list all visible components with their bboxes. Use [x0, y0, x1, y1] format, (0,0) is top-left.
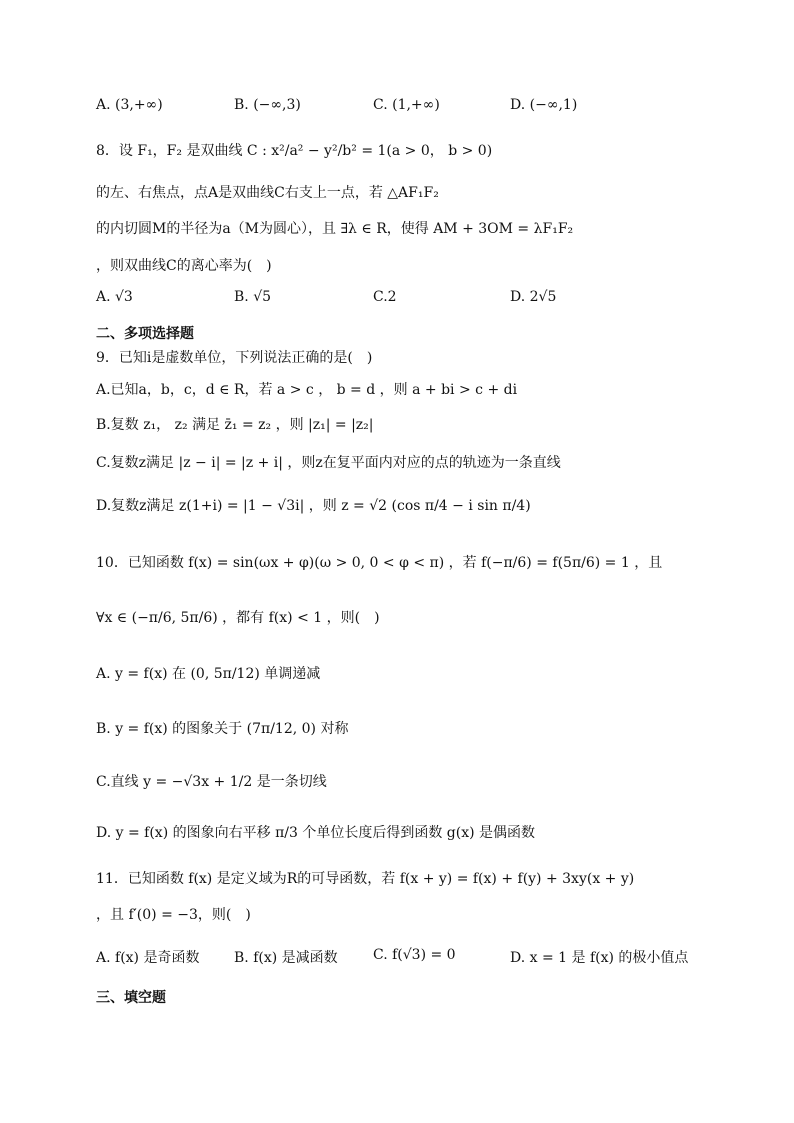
q8-option-c: C.2 — [373, 289, 397, 305]
q9-option-d: D.复数z满足 z(1+i) = |1 − √3i| ，则 z = √2 (cos π/4 − i sin π/4) — [96, 498, 531, 514]
q9-stem: 9．已知i是虚数单位，下列说法正确的是( ) — [96, 350, 373, 366]
section-title-multiple-choice: 二、多项选择题 — [96, 326, 194, 342]
q10-option-c: C.直线 y = −√3x + 1/2 是一条切线 — [96, 774, 327, 790]
q7-option-c: C. (1,+∞) — [373, 97, 440, 113]
q8-option-a: A. √3 — [96, 289, 133, 305]
q11-stem-line2: ，且 f′(0) = −3，则( ) — [96, 907, 251, 923]
q11-option-a: A. f(x) 是奇函数 — [96, 950, 200, 966]
q10-option-d: D. y = f(x) 的图象向右平移 π/3 个单位长度后得到函数 g(x) 是偶函数 — [96, 825, 536, 841]
section-title-fill-in: 三、填空题 — [96, 990, 166, 1006]
q8-option-b: B. √5 — [234, 289, 272, 305]
q11-option-b: B. f(x) 是减函数 — [234, 950, 338, 966]
q11-stem-line1: 11．已知函数 f(x) 是定义域为R的可导函数，若 f(x + y) = f(x) + f(y) + 3xy(x + y) — [96, 871, 635, 887]
q8-stem-line1: 8．设 F₁，F₂ 是双曲线 C : x²/a² − y²/b² = 1(a > 0， b > 0) — [96, 143, 493, 159]
q7-option-a: A. (3,+∞) — [96, 97, 163, 113]
q7-option-d: D. (−∞,1) — [510, 97, 578, 113]
q8-stem-line4: ，则双曲线C的离心率为( ) — [96, 258, 272, 274]
q9-option-a: A.已知a，b，c，d ∈ R，若 a > c ， b = d ，则 a + bi > c + di — [96, 382, 518, 398]
q9-option-c: C.复数z满足 |z − i| = |z + i| ，则z在复平面内对应的点的轨迹为一条直线 — [96, 455, 561, 471]
q10-option-a: A. y = f(x) 在 (0, 5π/12) 单调递减 — [96, 666, 321, 682]
q10-stem-line1: 10．已知函数 f(x) = sin(ωx + φ)(ω > 0, 0 < φ < π) ，若 f(−π/6) = f(5π/6) = 1 ，且 — [96, 555, 663, 571]
q7-option-b: B. (−∞,3) — [234, 97, 301, 113]
q10-stem-line2: ∀x ∈ (−π/6, 5π/6) ，都有 f(x) < 1 ，则( ) — [96, 610, 380, 626]
q8-stem-line3: 的内切圆M的半径为a（M为圆心），且 ∃λ ∈ R，使得 AM + 3OM = λF₁F₂ — [96, 221, 574, 237]
q8-stem-line2: 的左、右焦点，点A是双曲线C右支上一点，若 △AF₁F₂ — [96, 185, 439, 201]
q10-option-b: B. y = f(x) 的图象关于 (7π/12, 0) 对称 — [96, 721, 349, 737]
q8-option-d: D. 2√5 — [510, 289, 557, 305]
q11-option-d: D. x = 1 是 f(x) 的极小值点 — [510, 950, 689, 966]
q9-option-b: B.复数 z₁， z₂ 满足 z̄₁ = z₂ ，则 |z₁| = |z₂| — [96, 417, 374, 433]
q11-option-c: C. f(√3) = 0 — [373, 947, 456, 963]
